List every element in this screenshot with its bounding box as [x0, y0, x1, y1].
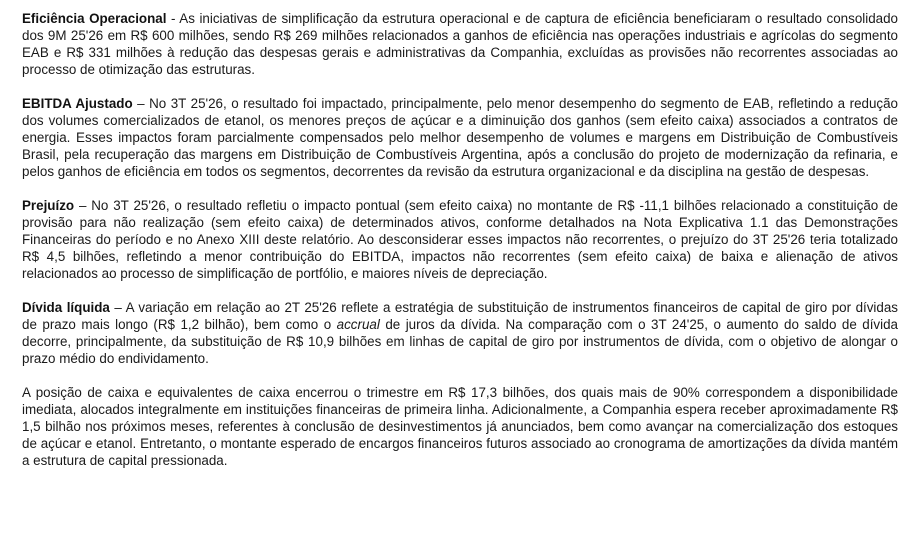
paragraph-body-end: de juros da dívida. Na comparação com o 3T 24'25, o aumento do saldo de dívida decorre, principalmente, da substituição de R$ 10,9 bilhões em linhas de capital de giro por instrumentos de dívida, com o objetivo de alongar o prazo médio do endividamento.: [22, 317, 898, 366]
heading-separator: –: [109, 300, 126, 315]
paragraph-body: No 3T 25'26, o resultado refletiu o impacto pontual (sem efeito caixa) no montante de R$ -11,1 bilhões relacionado a constituição de provisão para não realização (sem efeito caixa) de determinados ativos, conforme detalhados na Nota Explicativa 1.1 das Demonstrações Financeiras do período e no Anexo XIII deste relatório. Ao desconsiderar esses impactos não recorrentes, o prejuízo do 3T 25'26 teria totalizado R$ 4,5 bilhões, refletindo a menor contribuição do EBITDA, impactos não recorrentes (sem efeito caixa) de baixa e alienação de ativos relacionados ao processo de simplificação de portfólio, e maiores níveis de depreciação.: [22, 198, 898, 281]
paragraph-body: A posição de caixa e equivalentes de caixa encerrou o trimestre em R$ 17,3 bilhões, dos quais mais de 90% correspondem a disponibilidade imediata, alocados integralmente em instituições financeiras de primeira linha. Adicionalmente, a Companhia espera receber aproximadamente R$ 1,5 bilhão nos próximos meses, referentes à conclusão de desinvestimentos já anunciados, bem como avançar na comercialização dos estoques de açúcar e etanol. Entretanto, o montante esperado de encargos financeiros futuros associado ao cronograma de amortizações da dívida mantém a estrutura de capital pressionada.: [22, 385, 898, 468]
paragraph-posicao-caixa: [22, 384, 898, 469]
paragraph-heading: Eficiência Operacional: [22, 11, 167, 26]
paragraph-body: As iniciativas de simplificação da estrutura operacional e de captura de eficiência beneficiaram o resultado consolidado dos 9M 25'26 em R$ 600 milhões, sendo R$ 269 milhões relacionados a ganhos de eficiência nas operações industriais e agrícolas do segmento EAB e R$ 331 milhões à redução das despesas gerais e administrativas da Companhia, excluídas as provisões não recorrentes associadas ao processo de otimização das estruturas.: [22, 11, 899, 77]
paragraph-heading: EBITDA Ajustado: [22, 96, 133, 111]
document-page: [22, 10, 898, 469]
paragraph-prejuizo: [22, 197, 898, 282]
paragraph-eficiencia-operacional: [22, 10, 898, 78]
paragraph-body-italic-term: accrual: [336, 317, 380, 332]
heading-separator: –: [74, 198, 92, 213]
paragraph-divida-liquida: [22, 299, 898, 367]
paragraph-heading: Dívida líquida: [22, 300, 110, 315]
paragraph-body-start: A variação em relação ao 2T 25'26 reflete a estratégia de substituição de instrumentos financeiros de capital de giro por dívidas de prazo mais longo (R$ 1,2 bilhão), bem como o: [22, 300, 898, 332]
heading-separator: –: [132, 96, 150, 111]
paragraph-ebitda-ajustado: [22, 95, 898, 180]
paragraph-heading: Prejuízo: [22, 198, 75, 213]
heading-separator: -: [166, 11, 180, 26]
paragraph-body: No 3T 25'26, o resultado foi impactado, principalmente, pelo menor desempenho do segmento de EAB, refletindo a redução dos volumes comercializados de etanol, os menores preços de açúcar e a diminuição dos ganhos (sem efeito caixa) associados a contratos de energia. Esses impactos foram parcialmente compensados pelo melhor desempenho de volumes e margens em Distribuição de Combustíveis Brasil, pela recuperação das margens em Distribuição de Combustíveis Argentina, após a conclusão do projeto de modernização da refinaria, e pelos ganhos de eficiência em todos os segmentos, decorrentes da revisão da estrutura organizacional e da disciplina na gestão de despesas.: [22, 96, 899, 179]
